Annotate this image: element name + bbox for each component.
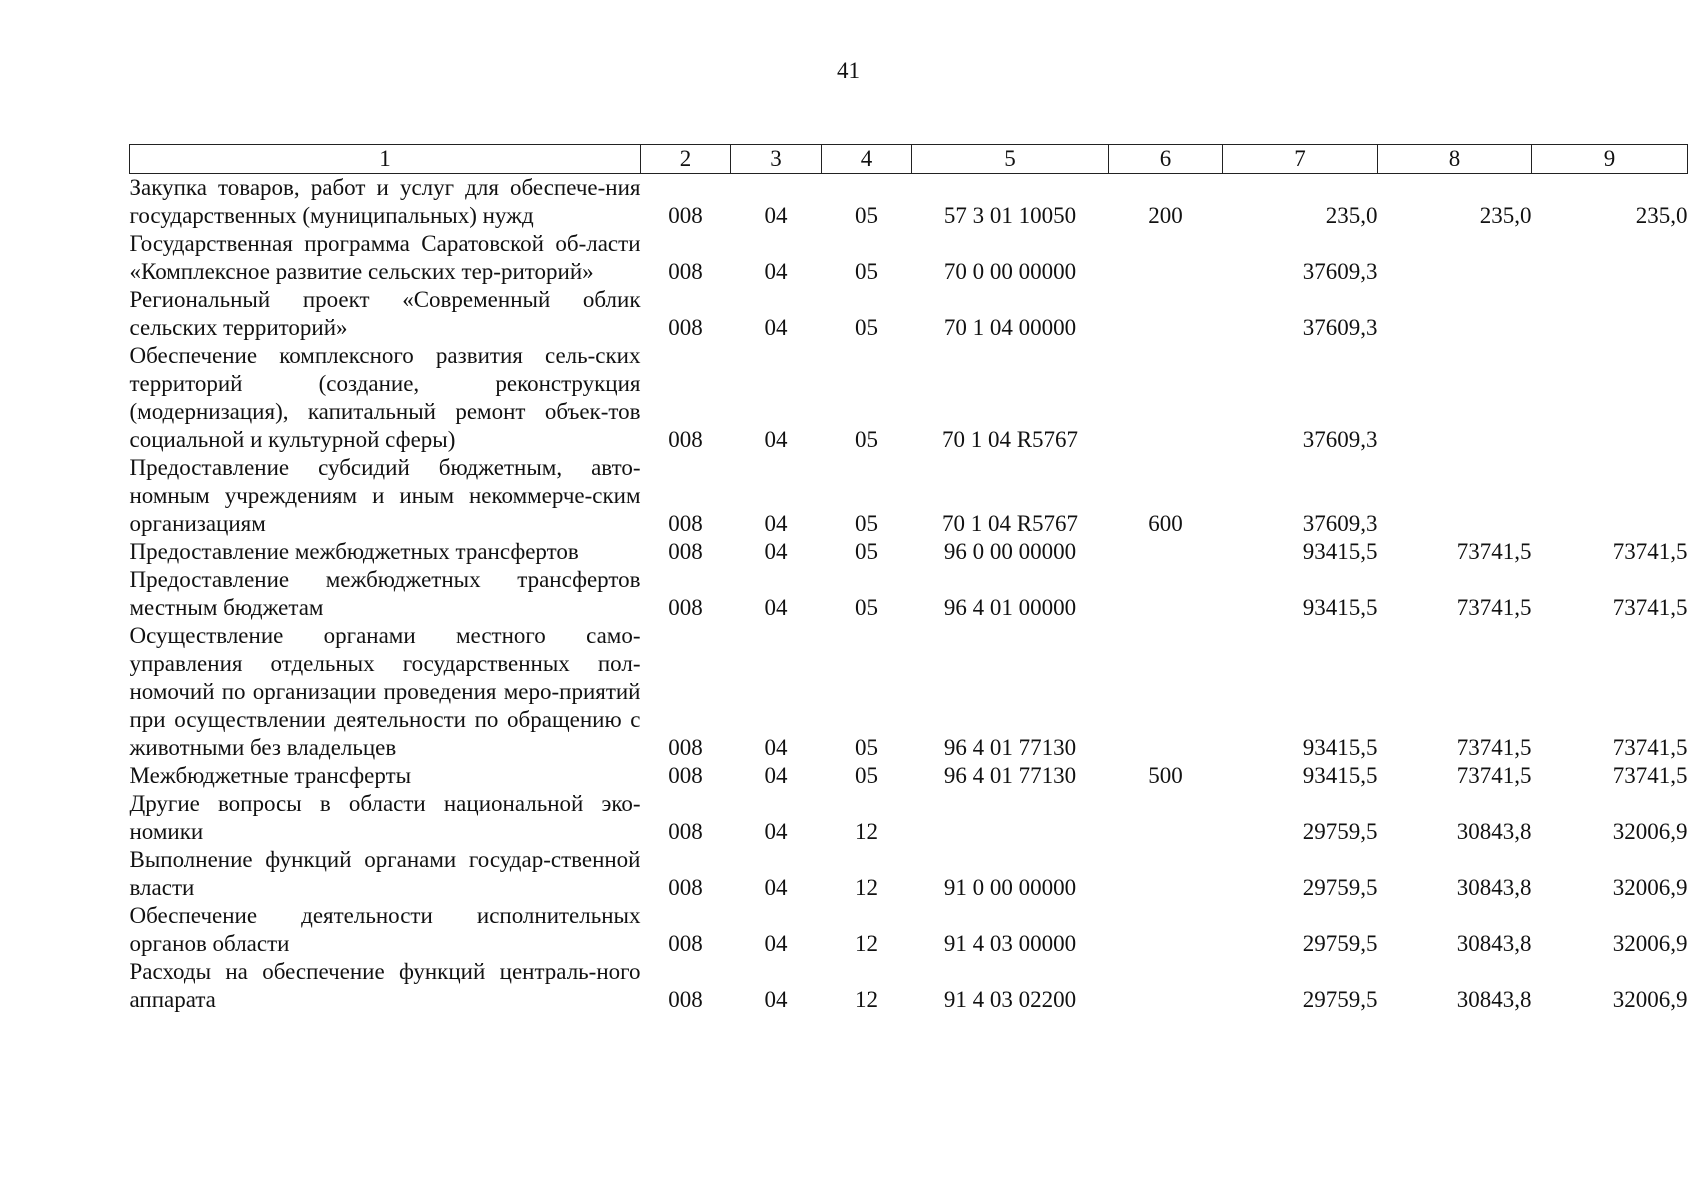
cell-section-code: 04 — [764, 511, 788, 536]
cell-target-article: 57 3 01 10050 — [943, 203, 1077, 228]
cell-subsection-code: 05 — [855, 735, 878, 760]
table-row — [130, 174, 1688, 231]
header-col-1: 1 — [130, 145, 641, 174]
cell-section-code: 04 — [764, 203, 788, 228]
cell-expense-type — [1109, 790, 1223, 846]
table-row — [130, 286, 1688, 342]
cell-expense-type — [1109, 622, 1223, 762]
row-description: Межбюджетные трансферты — [129, 763, 412, 788]
cell-amount-2: 73741,5 — [1456, 763, 1532, 788]
cell-amount-1: 93415,5 — [1302, 735, 1378, 760]
table-row — [130, 622, 1688, 762]
cell-amount-2: 73741,5 — [1456, 539, 1532, 564]
cell-subsection-code: 05 — [855, 763, 878, 788]
cell-target-article: 96 4 01 77130 — [943, 763, 1077, 788]
cell-section-code: 04 — [764, 735, 788, 760]
row-description: Другие вопросы в области национальной эко-номики — [129, 791, 641, 844]
row-description: Обеспечение деятельности исполнительных органов области — [129, 903, 641, 956]
cell-department-code: 008 — [668, 987, 703, 1012]
row-description: Закупка товаров, работ и услуг для обеспече-ния государственных (муниципальных) нужд — [129, 175, 641, 228]
cell-department-code: 008 — [668, 819, 703, 844]
cell-amount-2 — [1378, 230, 1532, 286]
cell-section-code: 04 — [764, 315, 788, 340]
budget-table — [129, 144, 1688, 1014]
cell-department-code: 008 — [668, 427, 703, 452]
cell-amount-1: 37609,3 — [1302, 315, 1378, 340]
table-row — [130, 762, 1688, 790]
cell-amount-2 — [1378, 286, 1532, 342]
cell-section-code: 04 — [764, 763, 788, 788]
cell-amount-1: 93415,5 — [1302, 595, 1378, 620]
cell-amount-3: 73741,5 — [1612, 595, 1688, 620]
header-col-4: 4 — [822, 145, 912, 174]
table-row — [130, 538, 1688, 566]
cell-expense-type — [1109, 958, 1223, 1014]
cell-subsection-code: 05 — [855, 595, 878, 620]
cell-expense-type — [1109, 230, 1223, 286]
cell-target-article: 91 4 03 02200 — [943, 987, 1077, 1012]
cell-expense-type — [1109, 538, 1223, 566]
cell-amount-3 — [1532, 286, 1688, 342]
cell-department-code: 008 — [668, 511, 703, 536]
cell-amount-3 — [1532, 342, 1688, 454]
table-row — [130, 566, 1688, 622]
cell-amount-2: 73741,5 — [1456, 735, 1532, 760]
cell-expense-type — [1109, 566, 1223, 622]
header-col-8: 8 — [1378, 145, 1532, 174]
cell-amount-1: 29759,5 — [1302, 819, 1378, 844]
cell-department-code: 008 — [668, 539, 703, 564]
row-description: Предоставление межбюджетных трансфертов — [129, 539, 579, 564]
cell-section-code: 04 — [764, 259, 788, 284]
cell-amount-2 — [1378, 342, 1532, 454]
cell-subsection-code: 12 — [855, 819, 878, 844]
cell-expense-type — [1109, 286, 1223, 342]
cell-amount-1: 29759,5 — [1302, 931, 1378, 956]
cell-expense-type — [1109, 902, 1223, 958]
page-number: 41 — [837, 58, 860, 83]
cell-amount-1: 93415,5 — [1302, 539, 1378, 564]
table-body — [130, 174, 1688, 1015]
cell-target-article: 70 1 04 00000 — [943, 315, 1077, 340]
cell-amount-2 — [1378, 454, 1532, 538]
cell-amount-2: 30843,8 — [1456, 819, 1532, 844]
cell-amount-2: 73741,5 — [1456, 595, 1532, 620]
cell-amount-2: 30843,8 — [1456, 875, 1532, 900]
row-description: Региональный проект «Современный облик сельских территорий» — [129, 287, 641, 340]
cell-amount-2: 30843,8 — [1456, 931, 1532, 956]
cell-amount-1: 37609,3 — [1302, 427, 1378, 452]
cell-amount-3 — [1532, 454, 1688, 538]
cell-target-article: 96 4 01 00000 — [943, 595, 1077, 620]
cell-section-code: 04 — [764, 595, 788, 620]
cell-section-code: 04 — [764, 875, 788, 900]
cell-department-code: 008 — [668, 315, 703, 340]
row-description: Предоставление межбюджетных трансфертов местным бюджетам — [129, 567, 641, 620]
cell-amount-3: 32006,9 — [1612, 819, 1688, 844]
cell-department-code: 008 — [668, 203, 703, 228]
cell-section-code: 04 — [764, 427, 788, 452]
cell-section-code: 04 — [764, 931, 788, 956]
header-col-6: 6 — [1109, 145, 1223, 174]
cell-amount-3: 32006,9 — [1612, 875, 1688, 900]
table-header — [130, 145, 1688, 174]
cell-amount-1: 29759,5 — [1302, 875, 1378, 900]
cell-section-code: 04 — [764, 819, 788, 844]
cell-amount-3: 32006,9 — [1612, 931, 1688, 956]
table-row — [130, 902, 1688, 958]
cell-amount-3: 32006,9 — [1612, 987, 1688, 1012]
table-row — [130, 230, 1688, 286]
row-description: Государственная программа Саратовской об-ласти «Комплексное развитие сельских тер-риторий» — [129, 231, 641, 284]
header-col-9: 9 — [1532, 145, 1688, 174]
cell-subsection-code: 05 — [855, 203, 878, 228]
cell-subsection-code: 05 — [855, 427, 878, 452]
table-row — [130, 454, 1688, 538]
row-description: Осуществление органами местного само-управления отдельных государственных пол-номочий по организации проведения меро-приятий при осуществлении деятельности по обращению с животными без владельцев — [129, 623, 641, 760]
row-description: Предоставление субсидий бюджетным, авто-номным учреждениям и иным некоммерче-ским организациям — [129, 455, 641, 536]
cell-amount-1: 29759,5 — [1302, 987, 1378, 1012]
cell-target-article: 91 4 03 00000 — [943, 931, 1077, 956]
cell-department-code: 008 — [668, 595, 703, 620]
cell-subsection-code: 12 — [855, 987, 878, 1012]
cell-target-article: 70 1 04 R5767 — [941, 511, 1079, 536]
cell-department-code: 008 — [668, 875, 703, 900]
header-col-3: 3 — [731, 145, 822, 174]
cell-amount-1: 37609,3 — [1302, 511, 1378, 536]
cell-target-article: 70 1 04 R5767 — [941, 427, 1079, 452]
cell-amount-3: 73741,5 — [1612, 735, 1688, 760]
header-col-7: 7 — [1223, 145, 1378, 174]
cell-expense-type: 500 — [1148, 763, 1183, 788]
cell-amount-1: 93415,5 — [1302, 763, 1378, 788]
row-description: Выполнение функций органами государ-ственной власти — [129, 847, 641, 900]
cell-subsection-code: 12 — [855, 875, 878, 900]
cell-amount-3: 73741,5 — [1612, 539, 1688, 564]
cell-amount-2: 30843,8 — [1456, 987, 1532, 1012]
cell-subsection-code: 05 — [855, 259, 878, 284]
cell-amount-1: 37609,3 — [1302, 259, 1378, 284]
cell-subsection-code: 05 — [855, 315, 878, 340]
cell-amount-3 — [1532, 230, 1688, 286]
cell-amount-1: 235,0 — [1325, 203, 1378, 228]
cell-expense-type: 600 — [1148, 511, 1183, 536]
cell-target-article — [912, 790, 1109, 846]
cell-department-code: 008 — [668, 763, 703, 788]
table-row — [130, 846, 1688, 902]
cell-department-code: 008 — [668, 735, 703, 760]
cell-amount-2: 235,0 — [1479, 203, 1532, 228]
cell-target-article: 70 0 00 00000 — [943, 259, 1077, 284]
cell-subsection-code: 12 — [855, 931, 878, 956]
cell-amount-3: 235,0 — [1635, 203, 1688, 228]
cell-expense-type: 200 — [1148, 203, 1183, 228]
header-row — [130, 145, 1688, 174]
header-col-5: 5 — [912, 145, 1109, 174]
cell-amount-3: 73741,5 — [1612, 763, 1688, 788]
cell-subsection-code: 05 — [855, 539, 878, 564]
cell-department-code: 008 — [668, 259, 703, 284]
table-row — [130, 342, 1688, 454]
row-description: Обеспечение комплексного развития сель-ских территорий (создание, реконструкция (модернизация), капитальный ремонт объек-тов социальной и культурной сферы) — [129, 343, 641, 452]
cell-target-article: 96 0 00 00000 — [943, 539, 1077, 564]
cell-section-code: 04 — [764, 539, 788, 564]
row-description: Расходы на обеспечение функций централь-ного аппарата — [129, 959, 641, 1012]
table-row — [130, 790, 1688, 846]
cell-section-code: 04 — [764, 987, 788, 1012]
header-col-2: 2 — [641, 145, 731, 174]
cell-target-article: 96 4 01 77130 — [943, 735, 1077, 760]
cell-department-code: 008 — [668, 931, 703, 956]
table-row — [130, 958, 1688, 1014]
cell-subsection-code: 05 — [855, 511, 878, 536]
cell-expense-type — [1109, 342, 1223, 454]
cell-expense-type — [1109, 846, 1223, 902]
cell-target-article: 91 0 00 00000 — [943, 875, 1077, 900]
